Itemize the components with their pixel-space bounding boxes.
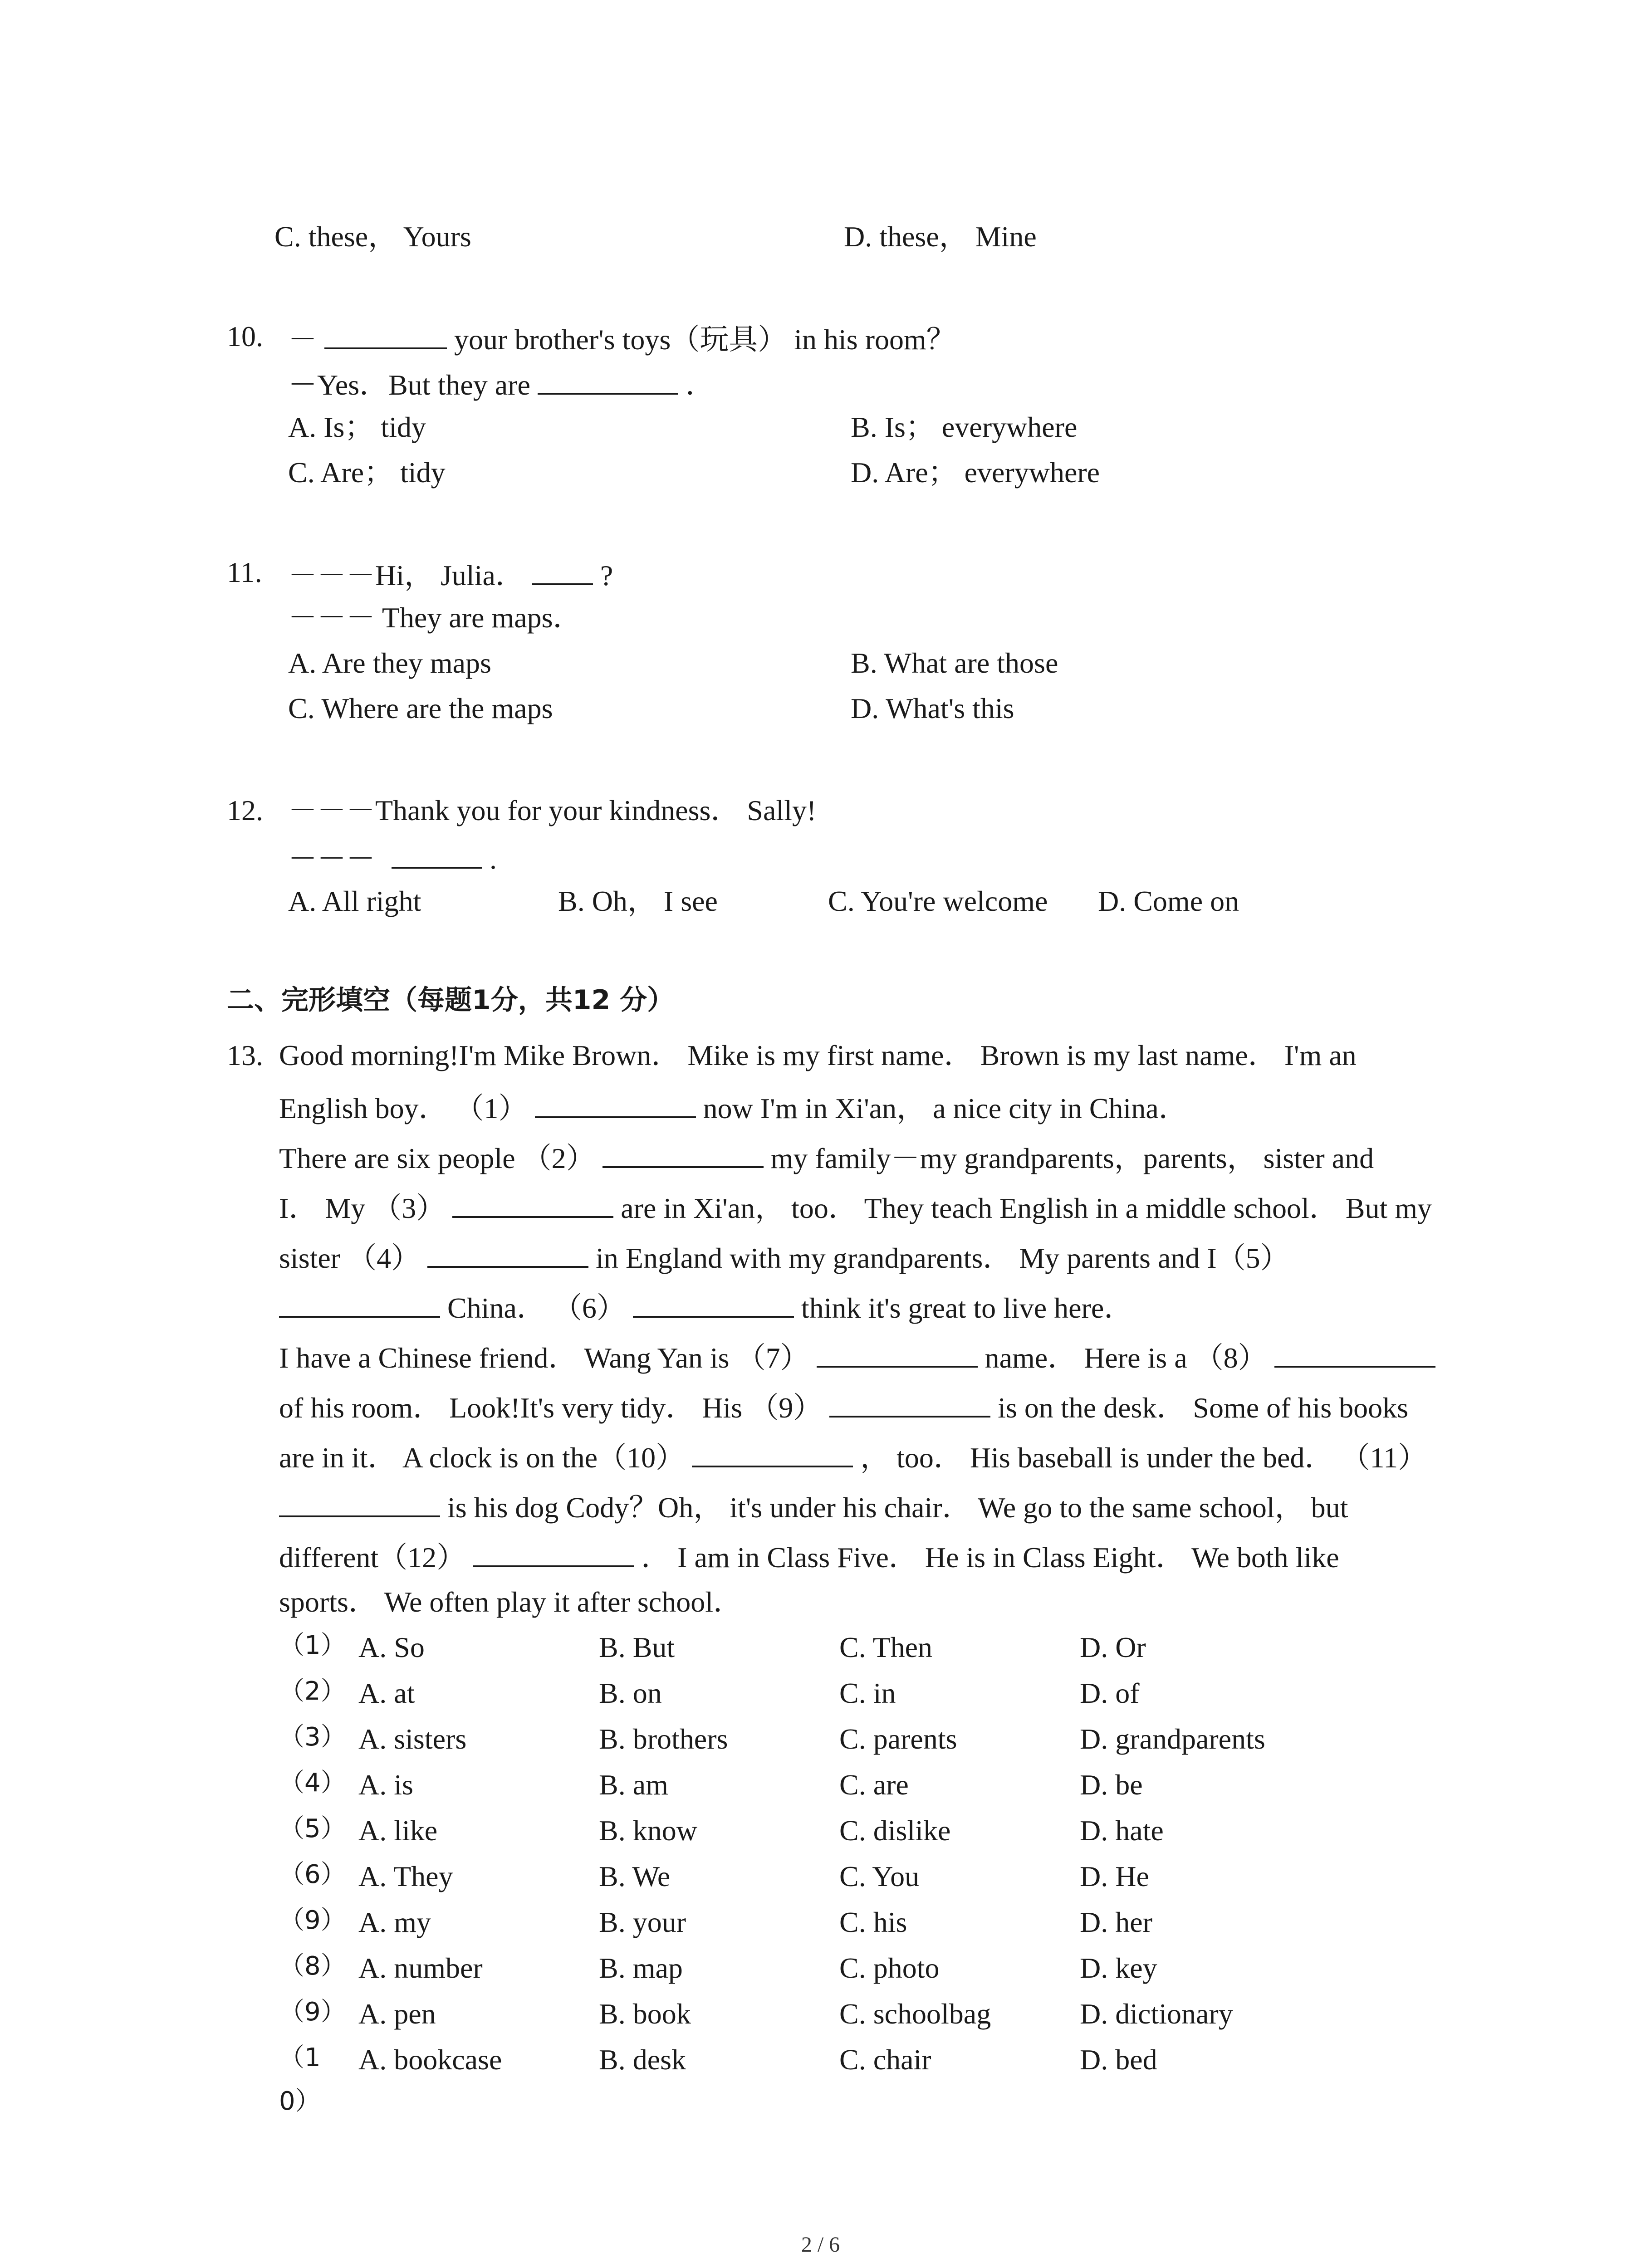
q13-option-d: D. her xyxy=(1080,1906,1152,1938)
q10-line1-text: your brother's toys（玩具） in his room？ xyxy=(454,323,955,356)
q13-option-d: D. key xyxy=(1080,1952,1157,1984)
q13-passage-line-9 xyxy=(279,1440,1427,1472)
q13-p9-text: are in it． A clock is on the（10） xyxy=(279,1442,685,1474)
q13-option-d: D. be xyxy=(1080,1769,1143,1801)
q12-blank xyxy=(392,841,482,869)
q13-option-c: C. Then xyxy=(839,1631,933,1663)
q13-option-row-label: （4） xyxy=(279,1768,346,1798)
q10-line1 xyxy=(288,322,955,354)
q12-line1: －－－Thank you for your kindness． Sally! xyxy=(288,794,817,826)
q13-blank-9 xyxy=(829,1390,990,1418)
q13-blank-12 xyxy=(473,1540,634,1567)
q13-option-d: D. He xyxy=(1080,1860,1149,1892)
q13-option-row-label: （2） xyxy=(279,1677,346,1706)
q13-p6-end: think it's great to live here． xyxy=(801,1292,1133,1324)
q13-blank-5 xyxy=(279,1290,440,1318)
q13-p5-end: in England with my grandparents． My parents and I（5） xyxy=(596,1242,1289,1274)
q13-passage-line-7 xyxy=(279,1340,1435,1373)
q13-option-b: B. am xyxy=(599,1769,668,1801)
q9-option-d: D. these， Mine xyxy=(844,220,1037,253)
q13-option-a: A. pen xyxy=(358,1998,436,2030)
q13-passage-line-6 xyxy=(279,1290,1133,1323)
q11-line1-end: ? xyxy=(600,559,613,591)
q13-option-label-cont: 0） xyxy=(279,2087,321,2116)
q13-passage-line-1: Good morning!I'm Mike Brown． Mike is my first name． Brown is my last name． I'm an xyxy=(279,1039,1357,1071)
q13-option-row-label: （3） xyxy=(279,1722,346,1752)
q13-option-c: C. in xyxy=(839,1677,896,1709)
q13-blank-4 xyxy=(427,1241,588,1268)
q13-option-b: B. on xyxy=(599,1677,662,1709)
q13-option-a: A. is xyxy=(358,1769,413,1801)
q13-option-b: B. book xyxy=(599,1998,691,2030)
q13-option-a: A. my xyxy=(358,1906,431,1938)
q10-line2 xyxy=(288,367,715,400)
q12-option-b: B. Oh， I see xyxy=(558,885,718,917)
q10-option-a: A. Is； tidy xyxy=(288,411,426,443)
q13-option-a: A. at xyxy=(358,1677,415,1709)
q13-option-c: C. schoolbag xyxy=(839,1998,991,2030)
q13-passage-line-8 xyxy=(279,1390,1408,1422)
q11-number: 11. xyxy=(227,556,262,588)
q12-option-d: D. Come on xyxy=(1098,885,1239,917)
q13-option-a: A. number xyxy=(358,1952,483,1984)
q13-blank-1 xyxy=(535,1091,696,1118)
q11-line1-text: －－－Hi， Julia． xyxy=(288,559,524,591)
q13-blank-11 xyxy=(279,1490,440,1517)
q13-option-d: D. Or xyxy=(1080,1631,1146,1663)
section-2-heading: 二、完形填空（每题1分，共12 分） xyxy=(227,984,675,1016)
q13-option-a: A. bookcase xyxy=(358,2043,502,2076)
q13-option-row-label: （5） xyxy=(279,1814,346,1843)
q13-option-b: B. map xyxy=(599,1952,683,1984)
q13-option-a: A. sisters xyxy=(358,1723,467,1755)
q10-dash: － xyxy=(288,323,317,356)
q13-option-b: B. know xyxy=(599,1814,697,1847)
q10-number: 10. xyxy=(227,320,263,352)
q12-number: 12. xyxy=(227,794,263,826)
q13-option-d: D. of xyxy=(1080,1677,1140,1709)
q11-blank xyxy=(532,558,593,585)
q13-option-row-label: （9） xyxy=(279,1906,346,1935)
q13-p10-text: is his dog Cody？Oh， it's under his chair． We go to the same school， but xyxy=(447,1491,1348,1524)
q11-option-c: C. Where are the maps xyxy=(288,692,553,724)
q12-option-a: A. All right xyxy=(288,885,421,917)
q13-p7-end: name． Here is a （8） xyxy=(985,1342,1267,1374)
q11-line2: －－－ They are maps． xyxy=(288,601,582,634)
q10-option-d: D. Are； everywhere xyxy=(851,456,1100,489)
q10-blank2 xyxy=(538,367,678,395)
q13-blank-8 xyxy=(1274,1340,1435,1368)
q13-option-d: D. hate xyxy=(1080,1814,1164,1847)
q13-option-row-label: （6） xyxy=(279,1860,346,1889)
q13-blank-6 xyxy=(633,1290,794,1318)
q13-option-b: B. brothers xyxy=(599,1723,728,1755)
q13-option-c: C. You xyxy=(839,1860,920,1892)
q13-p8-end: is on the desk． Some of his books xyxy=(998,1392,1409,1424)
q12-line2-end: . xyxy=(490,843,497,875)
q13-passage-line-12: sports． We often play it after school． xyxy=(279,1586,742,1618)
q13-passage-line-10 xyxy=(279,1490,1348,1522)
q13-option-d: D. grandparents xyxy=(1080,1723,1265,1755)
q10-blank1 xyxy=(324,322,447,349)
q9-option-c: C. these， Yours xyxy=(274,220,471,253)
q13-option-c: C. are xyxy=(839,1769,909,1801)
q13-p4-text: I． My （3） xyxy=(279,1192,446,1224)
q13-blank-3 xyxy=(452,1191,613,1218)
q10-option-c: C. Are； tidy xyxy=(288,456,446,489)
q13-option-row-label: （1） xyxy=(279,1631,346,1660)
q13-passage-line-3 xyxy=(279,1141,1374,1173)
q13-p7-text: I have a Chinese friend． Wang Yan is （7） xyxy=(279,1342,809,1374)
q13-option-a: A. like xyxy=(358,1814,438,1847)
q13-passage-line-5 xyxy=(279,1241,1289,1273)
q13-number: 13. xyxy=(227,1039,263,1071)
q12-option-c: C. You're welcome xyxy=(828,885,1048,917)
q13-p3-text: There are six people （2） xyxy=(279,1142,595,1174)
q13-option-a: A. They xyxy=(358,1860,453,1892)
q12-line2 xyxy=(288,841,497,874)
q13-p5-text: sister （4） xyxy=(279,1242,421,1274)
q13-p11-text: different（12） xyxy=(279,1541,466,1574)
q13-option-b: B. We xyxy=(599,1860,671,1892)
q13-option-d: D. bed xyxy=(1080,2043,1157,2076)
q13-option-c: C. chair xyxy=(839,2043,931,2076)
q11-option-b: B. What are those xyxy=(851,647,1058,679)
q13-option-c: C. his xyxy=(839,1906,907,1938)
q10-option-b: B. Is； everywhere xyxy=(851,411,1078,443)
q10-line2-text: －Yes．But they are xyxy=(288,369,530,401)
q13-p3-end: my family－my grandparents，parents， sister and xyxy=(770,1142,1374,1174)
q13-p6-text: China． （6） xyxy=(447,1292,626,1324)
q13-option-d: D. dictionary xyxy=(1080,1998,1233,2030)
q12-dashes: －－－ xyxy=(288,843,375,875)
q11-option-d: D. What's this xyxy=(851,692,1014,724)
q13-p2-end: now I'm in Xi'an， a nice city in China． xyxy=(703,1092,1188,1124)
q13-option-b: B. desk xyxy=(599,2043,686,2076)
q13-p2-text: English boy． （1） xyxy=(279,1092,528,1124)
q13-p4-end: are in Xi'an， too． They teach English in a middle school． But my xyxy=(621,1192,1432,1224)
q13-blank-10 xyxy=(692,1440,853,1467)
q13-option-row-label: （9） xyxy=(279,1997,346,2027)
q13-passage-line-11 xyxy=(279,1540,1339,1572)
q13-option-c: C. dislike xyxy=(839,1814,951,1847)
q13-p8-text: of his room． Look!It's very tidy． His （9） xyxy=(279,1392,823,1424)
q13-blank-7 xyxy=(817,1340,978,1368)
q13-option-b: B. But xyxy=(599,1631,675,1663)
q13-passage-line-2 xyxy=(279,1091,1188,1123)
q10-line2-end: ． xyxy=(685,369,715,401)
q13-option-c: C. photo xyxy=(839,1952,940,1984)
q11-line1 xyxy=(288,558,613,590)
q13-option-a: A. So xyxy=(358,1631,425,1663)
page-number: 2 / 6 xyxy=(801,2233,840,2257)
q13-option-c: C. parents xyxy=(839,1723,957,1755)
q13-p11-end: ． I am in Class Five． He is in Class Eight． We both like xyxy=(641,1541,1339,1574)
q13-p9-end: ， too． His baseball is under the bed． （11） xyxy=(860,1442,1427,1474)
q13-option-row-label: （1 xyxy=(279,2043,321,2072)
q13-option-b: B. your xyxy=(599,1906,686,1938)
q11-option-a: A. Are they maps xyxy=(288,647,491,679)
q13-blank-2 xyxy=(603,1141,764,1168)
q13-passage-line-4 xyxy=(279,1191,1432,1223)
q13-option-row-label: （8） xyxy=(279,1951,346,1981)
